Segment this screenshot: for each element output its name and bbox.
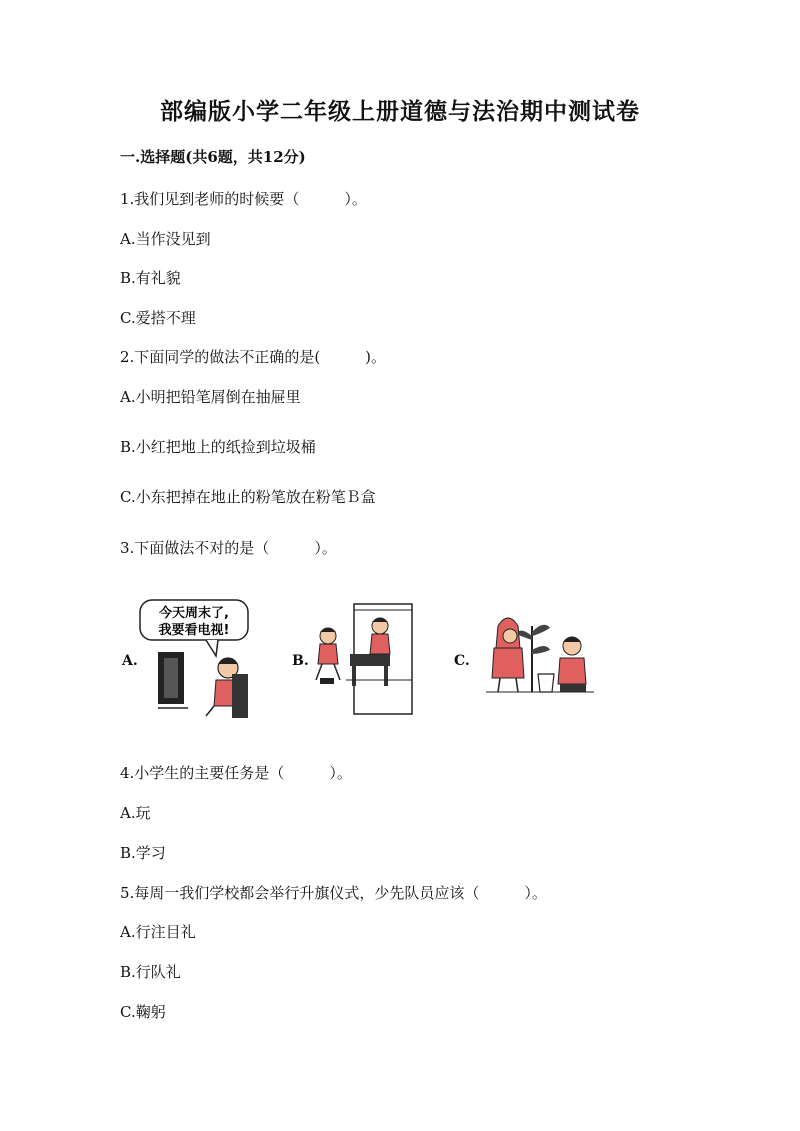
question-4-stem: 4.小学生的主要任务是（ ）。 [120, 764, 352, 782]
question-1-option-c[interactable]: C.爱搭不理 [120, 309, 196, 327]
question-5-option-c[interactable]: C.鞠躬 [120, 1003, 166, 1021]
watching-tv-illustration [136, 596, 256, 721]
question-3-option-b-image[interactable] [306, 596, 414, 721]
question-2-option-c[interactable]: C.小东把掉在地止的粉笔放在粉笔Ｂ盒 [120, 488, 376, 506]
question-3-stem: 3.下面做法不对的是（ ）。 [120, 539, 337, 557]
question-4-option-a[interactable]: A.玩 [120, 804, 151, 822]
speech-bubble-line-1: 今天周末了, [159, 606, 229, 621]
question-3-option-b-label[interactable]: B. [292, 653, 309, 669]
question-2-stem: 2.下面同学的做法不正确的是( )。 [120, 348, 387, 366]
question-3-option-c-image[interactable] [476, 596, 600, 721]
speech-bubble-line-2: 我要看电视! [158, 623, 230, 638]
question-4-option-b[interactable]: B.学习 [120, 844, 166, 862]
page-title: 部编版小学二年级上册道德与法治期中测试卷 [160, 98, 640, 125]
question-1-option-a[interactable]: A.当作没见到 [120, 230, 211, 248]
question-3-option-a-image[interactable] [136, 596, 256, 721]
planting-tree-illustration [476, 596, 600, 721]
question-2-option-a[interactable]: A.小明把铅笔屑倒在抽屉里 [120, 388, 301, 406]
question-3-option-c-label[interactable]: C. [454, 653, 470, 669]
cleaning-desk-illustration [306, 596, 414, 721]
question-1-stem: 1.我们见到老师的时候要（ ）。 [120, 190, 367, 208]
question-3-option-a-label[interactable]: A. [122, 653, 138, 669]
question-5-option-a[interactable]: A.行注目礼 [120, 923, 196, 941]
section-heading: 一.选择题(共6题，共12分) [120, 148, 306, 166]
question-2-option-b[interactable]: B.小红把地上的纸捡到垃圾桶 [120, 438, 316, 456]
question-1-option-b[interactable]: B.有礼貌 [120, 269, 181, 287]
question-5-option-b[interactable]: B.行队礼 [120, 963, 181, 981]
question-5-stem: 5.每周一我们学校都会举行升旗仪式，少先队员应该（ ）。 [120, 884, 547, 902]
